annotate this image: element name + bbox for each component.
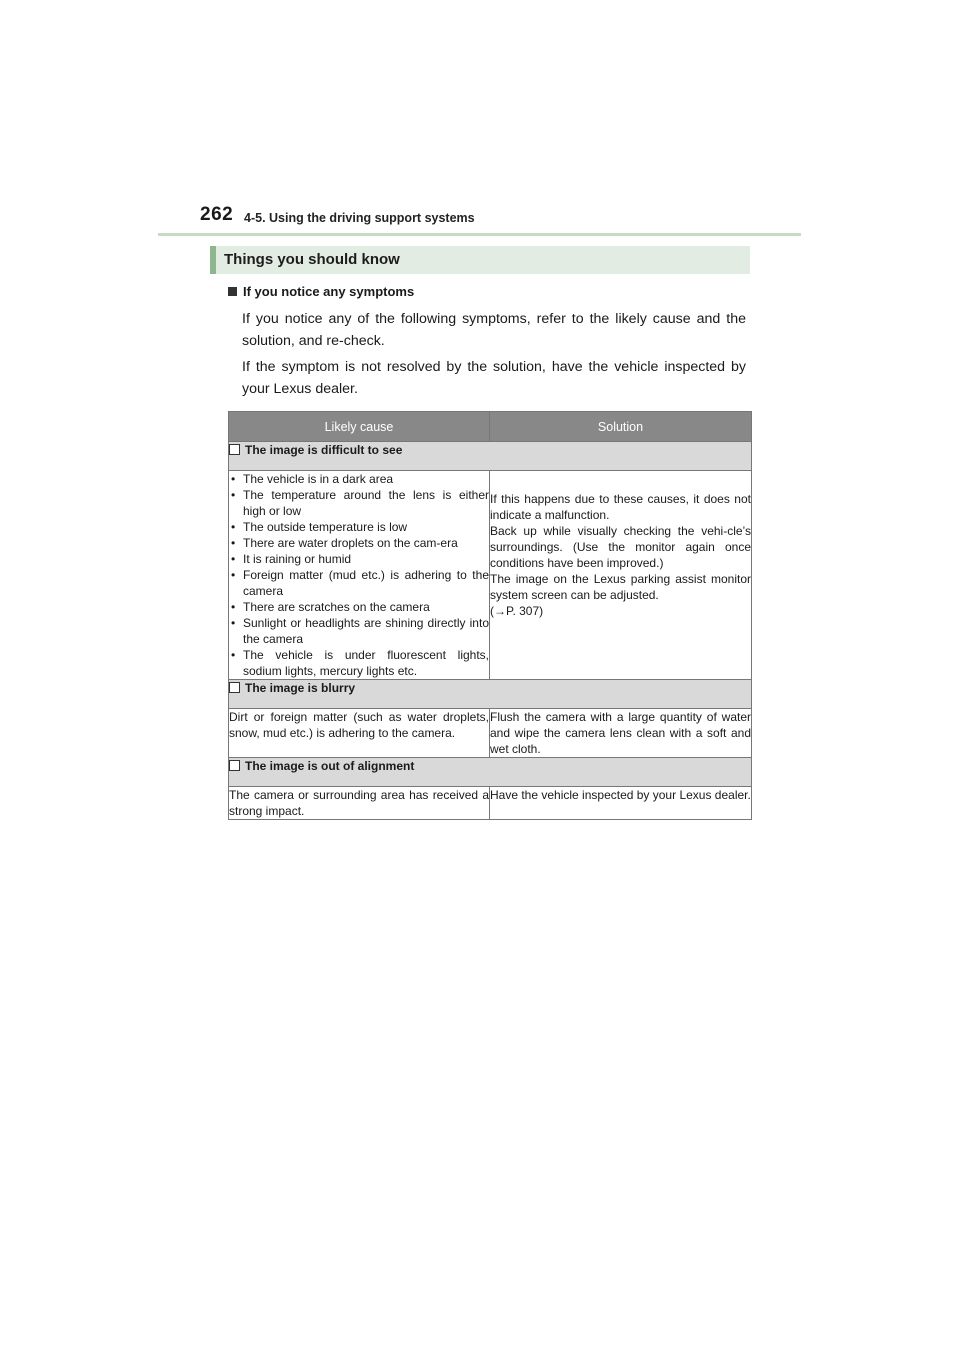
- square-bullet-icon: [228, 287, 237, 296]
- page-header: [200, 204, 800, 234]
- banner-title: Things you should know: [224, 251, 400, 268]
- checkbox-icon: [229, 444, 240, 455]
- solution-cell: [490, 471, 752, 680]
- header-divider: [158, 233, 801, 236]
- solution-cell: Have the vehicle inspected by your Lexus dealer.: [490, 787, 752, 820]
- table-row: [229, 787, 752, 820]
- symptoms-subheading: [228, 284, 414, 299]
- category-label: The image is out of alignment: [245, 759, 415, 773]
- list-item: • There are water droplets on the cam-era: [229, 535, 489, 551]
- table-row: [229, 471, 752, 680]
- solution-text: The image on the Lexus parking assist monitor system screen can be adjusted.: [490, 572, 751, 602]
- list-item: • There are scratches on the camera: [229, 599, 489, 615]
- symptoms-subheading-text: If you notice any symptoms: [243, 284, 415, 299]
- list-item: • The vehicle is under fluorescent lights, sodium lights, mercury lights etc.: [229, 647, 489, 679]
- category-label: The image is difficult to see: [245, 443, 403, 457]
- cause-cell: The camera or surrounding area has received a strong impact.: [229, 788, 489, 818]
- list-item: • The temperature around the lens is either high or low: [229, 487, 489, 519]
- checkbox-icon: [229, 682, 240, 693]
- things-you-should-know-banner: [210, 246, 750, 274]
- checkbox-icon: [229, 760, 240, 771]
- category-row: [229, 758, 752, 787]
- table-row: [229, 709, 752, 758]
- list-item: • Foreign matter (mud etc.) is adhering to the camera: [229, 567, 489, 599]
- cause-list: [229, 471, 489, 679]
- symptoms-intro-paragraph: If you notice any of the following symptoms, refer to the likely cause and the solution, and re-check.: [242, 311, 746, 349]
- solution-text: Back up while visually checking the vehi-cle’s surroundings. (Use the monitor again once conditions have been improved.): [490, 524, 751, 570]
- page-reference: (→P. 307): [490, 604, 544, 618]
- symptoms-dealer-paragraph: If the symptom is not resolved by the solution, have the vehicle inspected by your Lexus dealer.: [242, 359, 746, 397]
- solution-cell: Flush the camera with a large quantity of water and wipe the camera lens clean with a soft and wet cloth.: [490, 710, 751, 756]
- section-title: 4-5. Using the driving support systems: [244, 211, 475, 225]
- cause-cell: [229, 471, 490, 680]
- column-header-cause: Likely cause: [229, 412, 490, 442]
- list-item: • Sunlight or headlights are shining directly into the camera: [229, 615, 489, 647]
- category-cell: [229, 442, 752, 471]
- category-cell: [229, 758, 752, 787]
- list-item: • The vehicle is in a dark area: [229, 471, 489, 487]
- list-item: • It is raining or humid: [229, 551, 489, 567]
- page-number: 262: [200, 204, 234, 225]
- cause-cell: Dirt or foreign matter (such as water droplets, snow, mud etc.) is adhering to the camera.: [229, 709, 490, 758]
- column-header-solution: Solution: [490, 412, 752, 442]
- category-cell: [229, 680, 752, 709]
- list-item: • The outside temperature is low: [229, 519, 489, 535]
- category-label: The image is blurry: [245, 681, 356, 695]
- category-row: [229, 680, 752, 709]
- table-header-row: [229, 412, 752, 442]
- category-row: [229, 442, 752, 471]
- solution-text: If this happens due to these causes, it does not indicate a malfunction.: [490, 492, 751, 522]
- troubleshooting-table: [228, 411, 752, 820]
